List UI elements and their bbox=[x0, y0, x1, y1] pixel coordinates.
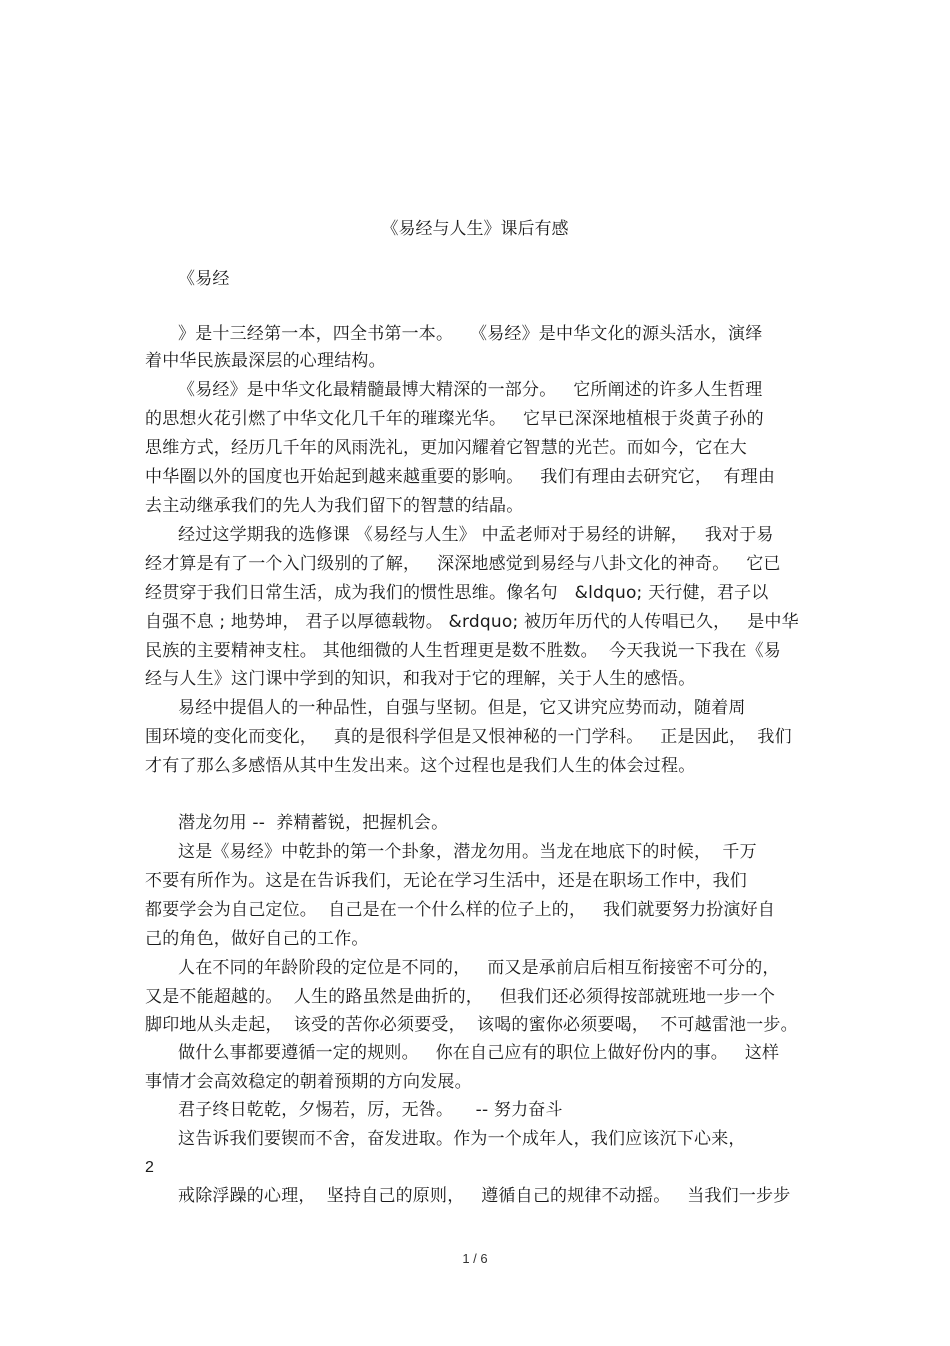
text-line: 围环境的变化而变化， 真的是很科学但是又恨神秘的一门学科。 正是因此， 我们 bbox=[145, 727, 792, 747]
text-line: 事情才会高效稳定的朝着预期的方向发展。 bbox=[145, 1072, 472, 1092]
text-line: 民族的主要精神支柱。 其他细微的人生哲理更是数不胜数。 今天我说一下我在《易 bbox=[145, 641, 782, 661]
text-line: 的思想火花引燃了中华文化几千年的璀璨光华。 它早已深深地植根于炎黄子孙的 bbox=[145, 409, 764, 429]
inline-page-number: 2 bbox=[145, 1159, 155, 1176]
text-line: 经贯穿于我们日常生活，成为我们的惯性思维。像名句 &ldquo; 天行健，君子以 bbox=[145, 583, 769, 603]
text-line: 思维方式，经历几千年的风雨洗礼，更加闪耀着它智慧的光芒。而如今，它在大 bbox=[145, 438, 747, 458]
text-line: 中华圈以外的国度也开始起到越来越重要的影响。 我们有理由去研究它， 有理由 bbox=[145, 467, 776, 487]
text-line: 这告诉我们要锲而不舍，奋发进取。作为一个成年人，我们应该沉下心来， bbox=[178, 1129, 746, 1149]
text-line: 经才算是有了一个入门级别的了解， 深深地感觉到易经与八卦文化的神奇。 它已 bbox=[145, 554, 781, 574]
text-line: 》是十三经第一本，四全书第一本。 《易经》是中华文化的源头活水，演绎 bbox=[178, 324, 763, 344]
text-line: 做什么事都要遵循一定的规则。 你在自己应有的职位上做好份内的事。 这样 bbox=[178, 1043, 780, 1063]
text-line: 《易经》是中华文化最精髓最博大精深的一部分。 它所阐述的许多人生哲理 bbox=[178, 380, 763, 400]
text-line: 戒除浮躁的心理， 坚持自己的原则， 遵循自己的规律不动摇。 当我们一步步 bbox=[178, 1186, 791, 1206]
text-line: 不要有所作为。这是在告诉我们，无论在学习生活中，还是在职场工作中，我们 bbox=[145, 871, 747, 891]
text-line: 经与人生》这门课中学到的知识，和我对于它的理解，关于人生的感悟。 bbox=[145, 669, 696, 689]
text-line: 经过这学期我的选修课 《易经与人生》 中孟老师对于易经的讲解， 我对于易 bbox=[178, 525, 774, 545]
section-heading: 潜龙勿用 -- 养精蓄锐，把握机会。 bbox=[178, 813, 449, 833]
text-line: 才有了那么多感悟从其中生发出来。这个过程也是我们人生的体会过程。 bbox=[145, 756, 696, 776]
text-line: 《易经 bbox=[178, 269, 230, 289]
text-line: 脚印地从头走起， 该受的苦你必须要受， 该喝的蜜你必须要喝， 不可越雷池一步。 bbox=[145, 1015, 798, 1035]
page-footer: 1 / 6 bbox=[462, 1251, 488, 1266]
section-heading: 君子终日乾乾，夕惕若，厉，无咎。 -- 努力奋斗 bbox=[178, 1100, 563, 1120]
document-title: 《易经与人生》课后有感 bbox=[381, 219, 569, 239]
text-line: 都要学会为自己定位。 自己是在一个什么样的位子上的， 我们就要努力扮演好自 bbox=[145, 900, 776, 920]
text-line: 己的角色，做好自己的工作。 bbox=[145, 929, 369, 949]
text-line: 自强不息 ; 地势坤， 君子以厚德载物。 &rdquo; 被历年历代的人传唱已久， 是中华 bbox=[145, 612, 799, 632]
text-line: 又是不能超越的。 人生的路虽然是曲折的， 但我们还必须得按部就班地一步一个 bbox=[145, 987, 776, 1007]
text-line: 人在不同的年龄阶段的定位是不同的， 而又是承前启后相互衔接密不可分的， bbox=[178, 958, 780, 978]
text-line: 着中华民族最深层的心理结构。 bbox=[145, 351, 386, 371]
text-line: 这是《易经》中乾卦的第一个卦象，潜龙勿用。当龙在地底下的时候， 千万 bbox=[178, 842, 757, 862]
text-line: 去主动继承我们的先人为我们留下的智慧的结晶。 bbox=[145, 496, 524, 516]
text-line: 易经中提倡人的一种品性，自强与坚韧。但是，它又讲究应势而动，随着周 bbox=[178, 698, 746, 718]
